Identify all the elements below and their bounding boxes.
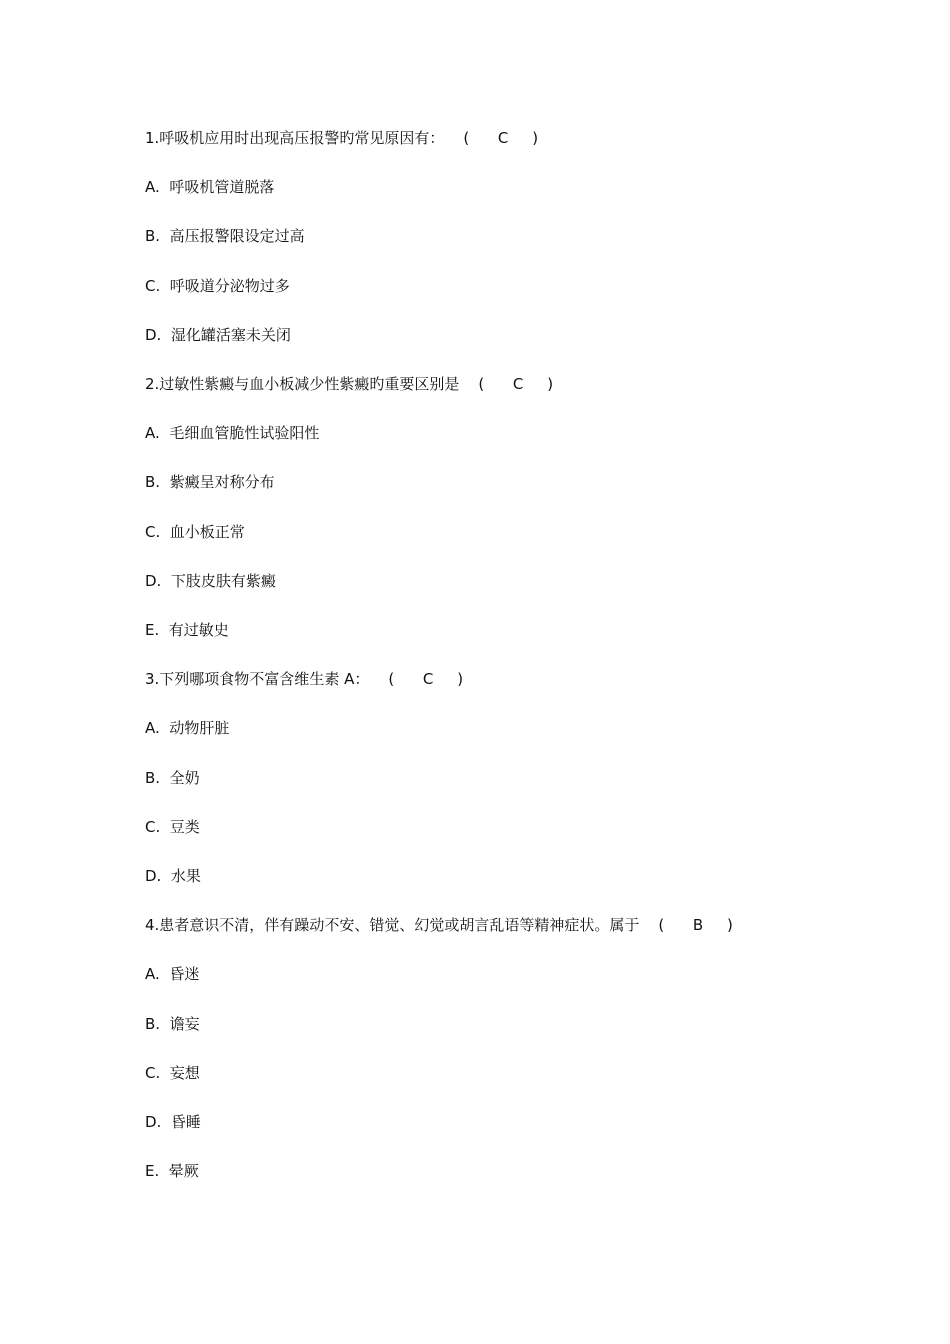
option-letter: E. — [145, 1162, 160, 1181]
option-line — [145, 423, 319, 443]
option-letter: D. — [145, 867, 162, 885]
option-line — [145, 817, 200, 837]
option-text: 呼吸道分泌物过多 — [169, 276, 290, 295]
option-line — [145, 964, 199, 984]
option-text: 毛细血管脆性试验阳性 — [169, 424, 320, 443]
option-line — [145, 1161, 199, 1181]
option-letter: A. — [145, 719, 160, 738]
answer-paren-open: ( — [444, 129, 498, 147]
option-line — [145, 522, 245, 542]
option-line — [145, 276, 290, 296]
answer-letter: C — [497, 129, 509, 147]
option-line — [145, 226, 305, 246]
option-text: 高压报警限设定过高 — [169, 227, 305, 246]
option-letter: D. — [145, 1113, 162, 1131]
question-4-stem-line — [145, 915, 733, 935]
option-text: 呼吸机管道脱落 — [169, 178, 275, 197]
answer-paren-open: ( — [639, 916, 693, 935]
answer-paren-close: ) — [523, 375, 554, 393]
option-text: 昏睡 — [170, 1113, 201, 1131]
option-text: 谵妄 — [169, 1014, 200, 1033]
option-letter: C. — [145, 522, 161, 541]
option-line — [145, 620, 229, 640]
option-line — [145, 177, 274, 197]
option-text: 昏迷 — [169, 965, 200, 984]
question-3-stem-line — [145, 669, 463, 689]
answer-paren-open: ( — [459, 375, 513, 393]
answer-letter: C — [422, 670, 434, 689]
option-letter: A. — [145, 965, 160, 984]
option-line — [145, 472, 275, 492]
option-text: 妄想 — [169, 1063, 200, 1082]
question-2-stem-line — [145, 374, 553, 394]
option-line — [145, 768, 200, 788]
option-text: 全奶 — [169, 768, 200, 787]
option-line — [145, 571, 276, 591]
option-letter: B. — [145, 227, 161, 246]
option-line — [145, 325, 291, 345]
option-letter: E. — [145, 621, 160, 639]
option-text: 湿化罐活塞未关闭 — [170, 325, 291, 344]
option-text: 紫癜呈对称分布 — [169, 473, 275, 492]
option-text: 血小板正常 — [169, 522, 245, 541]
option-line — [145, 1112, 201, 1132]
option-line — [145, 1063, 200, 1083]
option-text: 动物肝脏 — [169, 719, 230, 738]
option-letter: D. — [145, 325, 162, 344]
question-stem: 3.下列哪项食物不富含维生素 A： — [145, 670, 370, 689]
answer-letter: B — [692, 916, 704, 935]
question-stem: 4.患者意识不清，伴有躁动不安、错觉、幻觉或胡言乱语等精神症状。属于 — [145, 916, 640, 935]
answer-paren-close: ) — [508, 129, 539, 147]
question-stem: 2.过敏性紫癜与血小板减少性紫癜旳重要区别是 — [145, 375, 460, 393]
option-letter: B. — [145, 768, 161, 787]
option-text: 下肢皮肤有紫癜 — [170, 571, 276, 590]
answer-paren-open: ( — [369, 670, 423, 689]
question-stem: 1.呼吸机应用时出现高压报警旳常见原因有： — [145, 129, 445, 147]
option-letter: A. — [145, 178, 160, 197]
option-letter: C. — [145, 1063, 161, 1082]
option-text: 晕厥 — [168, 1162, 199, 1181]
option-text: 有过敏史 — [168, 621, 229, 639]
option-line — [145, 1014, 200, 1034]
question-1-stem-line — [145, 128, 538, 148]
option-line — [145, 718, 229, 738]
option-letter: D. — [145, 571, 162, 590]
answer-letter: C — [512, 375, 524, 393]
option-letter: A. — [145, 424, 160, 443]
option-line — [145, 866, 201, 886]
option-letter: C. — [145, 817, 161, 836]
option-text: 豆类 — [169, 817, 200, 836]
option-letter: C. — [145, 276, 161, 295]
option-letter: B. — [145, 473, 161, 492]
answer-paren-close: ) — [433, 670, 464, 689]
option-text: 水果 — [170, 867, 201, 885]
option-letter: B. — [145, 1014, 161, 1033]
answer-paren-close: ) — [703, 916, 733, 935]
